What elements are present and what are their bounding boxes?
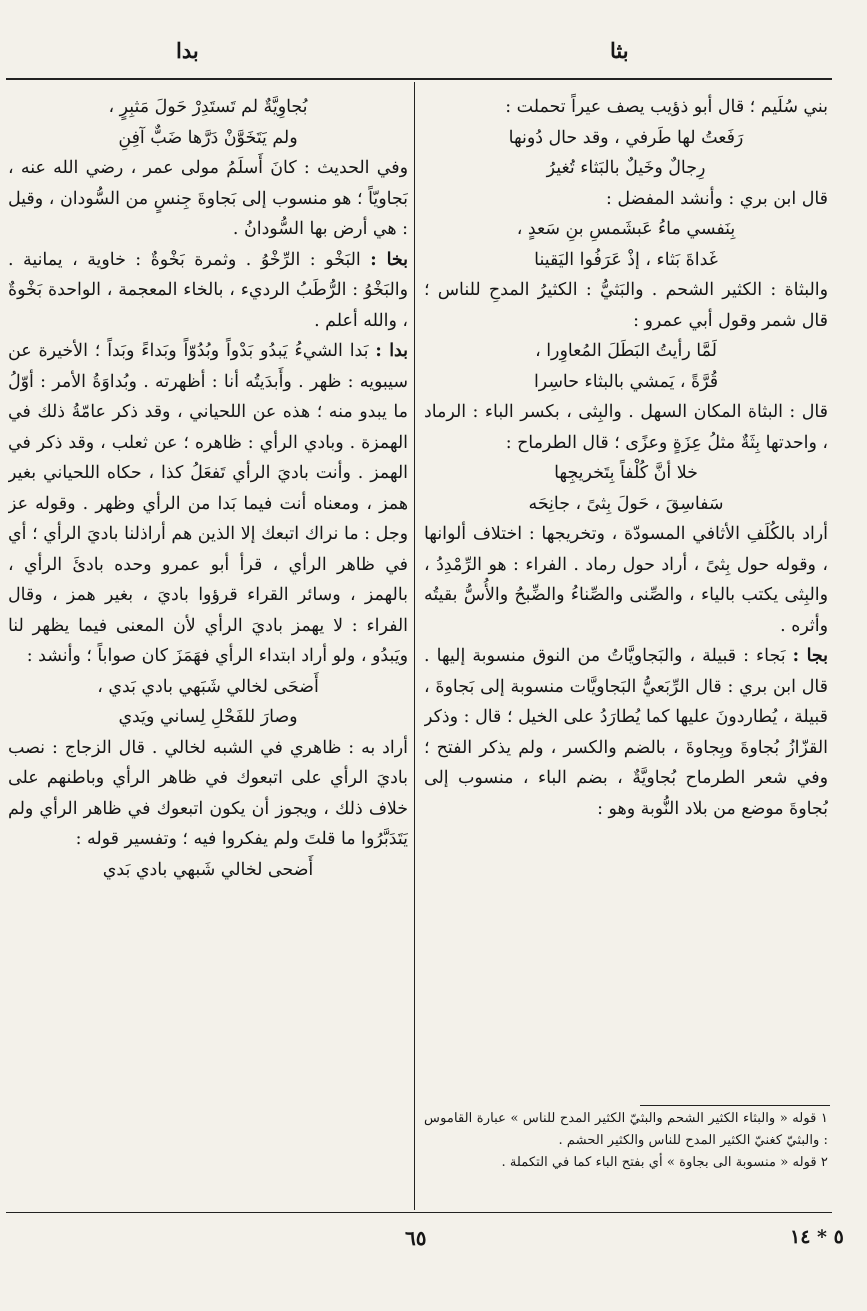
verse-line: رَفَعتُ لها طَرفي ، وقد حال دُونها bbox=[508, 127, 744, 148]
verse-line: ولم يَتَخَوَّنْ دَرَّها ضَبٌّ آفِنِ bbox=[118, 127, 298, 148]
paragraph: وفي الحديث : كانَ أَسلَمُ مولى عمر ، رضي الله عنه ، بَجاويّاً ؛ هو منسوب إلى بَجاوةَ جِنسٍ من السُّودان ، وقيل : هي أرض بها السُّودانُ . bbox=[8, 158, 408, 239]
entry-text: بَدا الشيءُ يَبدُو بَدْواً وبُدُوّاً وبَداءً وبَداً ؛ الأخيرة عن سيبويه : ظهر . وأَبدَيتُه أنا : أظهرته . وبُداوَةُ الأمر : أوّلُ ما يبدو منه ؛ هذه عن اللحياني ، وقد ذكر عامّةُ ذلك في الهمزة . وبادي الرأي : ظاهره ؛ عن ثعلب ، وقد ذكر في الهمز . وأنت باديَ الرأي تَفعَلُ كذا ، حكاه اللحياني بغير همز ، ومعناه أنت فيما بَدا من الرأي وظهر . وقوله عز وجل : ما نراك اتبعك إلا الذين هم أراذلنا باديَ الرأي ؛ أي في ظاهر الرأي ، قرأ أبو عمرو وحده بادئَ الرأي ، بالهمز ، وسائر القراء قرؤوا باديَ ، بغير همز ، وقال الفراء : لا يهمز باديَ الرأي لأن المعنى فيما يظهر لنا ويَبدُو ، ولو أراد ابتداء الرأي فهَمَزَ كان صواباً ؛ وأنشد : bbox=[8, 341, 408, 666]
verse-line: وصارَ للفَحْلِ لِساني ويَدي bbox=[118, 707, 298, 727]
paragraph: والبثاة : الكثير الشحم . والبَثيُّ : الكثيرُ المدحِ للناس ؛ قال شمر وقول أبي عمرو : bbox=[424, 280, 828, 331]
paragraph: قال ابن بري : وأنشد المفضل : bbox=[605, 188, 828, 209]
paragraph: قال : البثاة المكان السهل . والبِثى ، بكسر الباء : الرماد ، واحدتها بِثَةٌ مثلُ عِزَةٍ وعزًى ؛ قال الطرماح : bbox=[424, 402, 828, 453]
paragraph: بني سُلَيم ؛ قال أبو ذؤيب يصف عيراً تحملت : bbox=[505, 97, 828, 117]
verse-line: قُرَّةً ، يَمشي بالبثاء حاسِرا bbox=[533, 371, 719, 392]
paragraph: أراد به : ظاهري في الشبه لخالي . قال الزجاج : نصب باديَ الرأي على اتبعوك في ظاهر الرأي وباطنهم على خلاف ذلك ، ويجوز أن يكون اتبعوك في ظاهر الرأي ولم يَتَدَبَّرُوا ما قلتَ ولم يفكروا فيه ؛ وتفسير قوله : bbox=[8, 737, 408, 849]
entry-text: البَخْو : الرِّخْوُ . وثمرة بَخْوةٌ : خاوية ، يمانية . والبَخْوُ : الرُّطَبُ الرديء ، بالخاء المعجمة ، الواحدة بَخْوةٌ ، والله أعلم . bbox=[8, 249, 408, 331]
entry-text: بَجاء : قبيلة ، والبَجاويَّاتُ من النوق منسوبة إليها . قال ابن بري : قال الرِّبَعيُّ البَجاويَّات منسوبة إلى بَجاوةَ ، قبيلة ، يُطاردونَ عليها كما يُطارَدُ على الخيل ؛ قال : وذكر القزّازُ بُجاوةَ وبِجاوةَ ، بالضم والكسر ، ولم يذكر الفتح ؛ وفي شعر الطرماح بُجاويَّةٌ ، بضم الباء ، منسوب إلى بُجاوةَ موضع من بلاد النُّوبة وهو : bbox=[424, 646, 828, 819]
paragraph: أراد بالكُلَفِ الأثافي المسودّة ، وتخريجها : اختلاف ألوانها ، وقوله حول بِثىً ، أراد حول رماد . الفراء : هو الرِّمْدِدُ ، والبِثى يكتب بالياء ، والصِّنى والصِّناءُ والضِّبحُ والأُسُّ بقيتُه وأثره . bbox=[424, 524, 828, 636]
footnote-rule bbox=[640, 1105, 830, 1106]
verse-line: بُجاوِيَّةٌ لم تَستَدِرْ حَولَ مَثبِرٍ ، bbox=[108, 97, 308, 117]
entry-headword: بخا : bbox=[370, 249, 408, 270]
entry-headword: بدا : bbox=[375, 341, 408, 361]
verse-line: خلا أنَّ كُلْفاً بِتَخريجِها bbox=[554, 463, 698, 483]
top-rule bbox=[6, 78, 832, 80]
footnote: ١ قوله « والبثاء الكثير الشحم والبثيّ الكثير المدح للناس » عبارة القاموس : والبثيّ كغنيّ الكثير المدح للناس والكثير الحشم . bbox=[424, 1111, 828, 1148]
dictionary-entry bbox=[8, 245, 408, 337]
bottom-rule bbox=[6, 1212, 832, 1213]
right-column bbox=[424, 92, 828, 1092]
dictionary-entry bbox=[8, 336, 408, 672]
verse-line: لَمَّا رأيتُ البَطَلَ المُعاوِرا ، bbox=[535, 341, 717, 361]
footnote: ٢ قوله « منسوبة الى بجاوة » أي بفتح الباء كما في التكملة . bbox=[501, 1155, 828, 1170]
page-number: ٦٥ bbox=[405, 1226, 427, 1250]
column-divider bbox=[414, 82, 415, 1210]
verse-line: سَفاسِقَ ، حَولَ بِثىً ، جانِحَه bbox=[528, 493, 724, 514]
running-header-left: بدا bbox=[176, 38, 199, 63]
footnotes bbox=[424, 1108, 828, 1174]
verse-line: أَضحَى لخالي شَبَهي بادي بَدي ، bbox=[97, 676, 319, 697]
entry-headword: بجا : bbox=[792, 646, 828, 666]
verse-line: بِنَفسي ماءُ عَبشَمسِ بنِ سَعدٍ ، bbox=[516, 219, 736, 239]
verse-line: غَداةَ بَثاء ، إذْ عَرَفُوا اليَقينا bbox=[534, 249, 718, 270]
verse-line: رِجالٌ وخَيلٌ بالبَثاء تُغيرُ bbox=[546, 158, 706, 178]
signature-mark: ٥ * ١٤ bbox=[790, 1226, 844, 1248]
verse-line: أَضحى لخالي شَبهي بادي بَدي bbox=[102, 859, 314, 880]
dictionary-entry bbox=[424, 641, 828, 824]
left-column bbox=[8, 92, 408, 1202]
running-header-right: بثا bbox=[610, 38, 629, 63]
